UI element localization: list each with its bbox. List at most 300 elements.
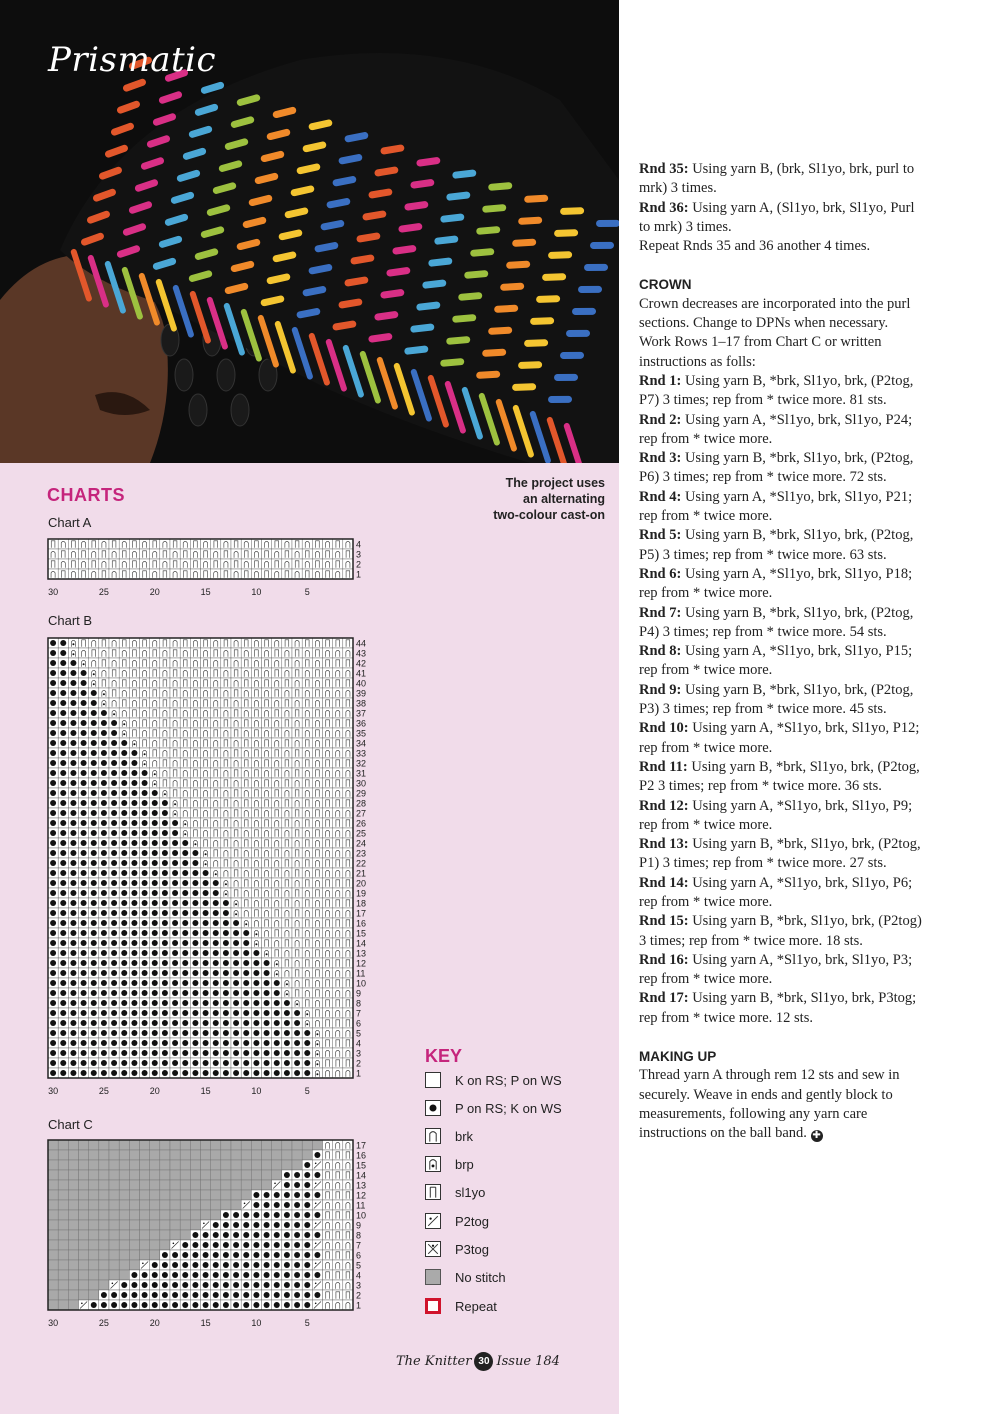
chart-cell-no-stitch bbox=[231, 1200, 241, 1210]
round-text: Using yarn B, *brk, Sl1yo, brk, (P2tog, P3) 3 times; rep from * twice more. 45 sts. bbox=[639, 681, 914, 718]
purl-dot bbox=[243, 1302, 249, 1308]
chart-cell-brk bbox=[343, 1008, 353, 1018]
chart-cell-brk bbox=[170, 778, 180, 788]
chart-cell-brk bbox=[160, 768, 170, 778]
purl-dot bbox=[284, 1252, 290, 1258]
purl-dot bbox=[121, 990, 127, 996]
round-instruction bbox=[639, 449, 929, 488]
purl-dot bbox=[111, 1020, 117, 1026]
purl-dot bbox=[162, 830, 168, 836]
purl-dot bbox=[131, 790, 137, 796]
purl-dot bbox=[111, 810, 117, 816]
chart-cell-no-stitch bbox=[201, 1150, 211, 1160]
chart-cell-no-stitch bbox=[170, 1140, 180, 1150]
purl-dot bbox=[213, 1010, 219, 1016]
chart-cell-brp bbox=[180, 818, 190, 828]
purl-dot bbox=[50, 650, 56, 656]
purl-dot bbox=[70, 860, 76, 866]
chart-cell-brk bbox=[140, 688, 150, 698]
chart-cell-brk bbox=[333, 968, 343, 978]
purl-dot bbox=[182, 1070, 188, 1076]
purl-dot bbox=[182, 1040, 188, 1046]
row-number-label: 6 bbox=[356, 1250, 362, 1261]
chart-cell-brk bbox=[343, 728, 353, 738]
purl-dot bbox=[192, 880, 198, 886]
chart-cell-brp bbox=[99, 688, 109, 698]
chart-cell-brk bbox=[333, 569, 343, 579]
purl-dot bbox=[213, 900, 219, 906]
chart-cell-brp bbox=[150, 778, 160, 788]
chart-cell-no-stitch bbox=[48, 1290, 58, 1300]
purl-dot bbox=[152, 900, 158, 906]
chart-cell-brk bbox=[140, 648, 150, 658]
purl-dot bbox=[121, 820, 127, 826]
purl-dot bbox=[91, 740, 97, 746]
purl-dot bbox=[142, 920, 148, 926]
purl-dot bbox=[60, 670, 66, 676]
chart-cell-no-stitch bbox=[109, 1200, 119, 1210]
chart-cell-no-stitch bbox=[89, 1240, 99, 1250]
purl-dot bbox=[60, 850, 66, 856]
brp-dot bbox=[296, 1003, 298, 1005]
yarn-stripe bbox=[476, 371, 500, 379]
chart-cell-brk bbox=[150, 738, 160, 748]
purl-dot bbox=[50, 910, 56, 916]
chart-cell-brk bbox=[68, 549, 78, 559]
chart-cell-no-stitch bbox=[241, 1150, 251, 1160]
purl-dot bbox=[142, 1030, 148, 1036]
chart-cell-brk bbox=[323, 1008, 333, 1018]
purl-dot bbox=[203, 1020, 209, 1026]
purl-dot bbox=[314, 1192, 320, 1198]
chart-cell-brk bbox=[272, 838, 282, 848]
purl-dot bbox=[81, 760, 87, 766]
purl-dot bbox=[60, 890, 66, 896]
yarn-stripe bbox=[524, 339, 548, 347]
chart-cell-no-stitch bbox=[68, 1290, 78, 1300]
purl-dot bbox=[91, 710, 97, 716]
row-number-label: 7 bbox=[356, 1008, 362, 1019]
key-item-purl bbox=[425, 1098, 562, 1118]
chart-cell-no-stitch bbox=[129, 1200, 139, 1210]
purl-dot bbox=[70, 710, 76, 716]
purl-dot bbox=[60, 870, 66, 876]
purl-dot bbox=[81, 1070, 87, 1076]
chart-cell-brk bbox=[129, 638, 139, 648]
chart-cell-brk bbox=[231, 638, 241, 648]
chart-cell-no-stitch bbox=[251, 1160, 261, 1170]
purl-dot bbox=[101, 1070, 107, 1076]
chart-cell-brk bbox=[292, 818, 302, 828]
purl-dot bbox=[142, 870, 148, 876]
yarn-stripe bbox=[596, 220, 619, 227]
chart-cell-brk bbox=[221, 728, 231, 738]
chart-cell-brk bbox=[333, 1068, 343, 1078]
purl-dot bbox=[50, 660, 56, 666]
purl-dot bbox=[50, 960, 56, 966]
purl-dot bbox=[152, 910, 158, 916]
chart-cell-brk bbox=[221, 668, 231, 678]
purl-dot bbox=[70, 660, 76, 666]
purl-dot bbox=[243, 1050, 249, 1056]
chart-cell-brk bbox=[323, 968, 333, 978]
purl-dot bbox=[223, 1060, 229, 1066]
row-number-label: 2 bbox=[356, 1058, 362, 1069]
purl-dot bbox=[121, 880, 127, 886]
chart-cell-no-stitch bbox=[180, 1160, 190, 1170]
chart-cell-no-stitch bbox=[282, 1150, 292, 1160]
purl-dot bbox=[101, 710, 107, 716]
row-number-label: 18 bbox=[356, 898, 367, 909]
chart-cell-brk bbox=[89, 569, 99, 579]
yarn-stripe bbox=[560, 352, 584, 359]
chart-cell-no-stitch bbox=[282, 1160, 292, 1170]
chart-cell-no-stitch bbox=[79, 1210, 89, 1220]
purl-dot bbox=[253, 1302, 259, 1308]
purl-dot bbox=[213, 1060, 219, 1066]
chart-cell-brk bbox=[282, 908, 292, 918]
purl-dot bbox=[81, 860, 87, 866]
purl-dot bbox=[304, 1162, 310, 1168]
crown-rounds bbox=[639, 372, 929, 1028]
purl-dot bbox=[203, 1262, 209, 1268]
round-text: Using yarn B, *brk, Sl1yo, brk, (P2tog, P5) 3 times; rep from * twice more. 63 sts. bbox=[639, 527, 914, 563]
chart-cell-no-stitch bbox=[58, 1180, 68, 1190]
yarn-stripe bbox=[512, 383, 536, 391]
purl-dot bbox=[101, 1050, 107, 1056]
purl-dot bbox=[70, 850, 76, 856]
chart-cell-brk bbox=[140, 539, 150, 549]
column-number-label: 20 bbox=[149, 1318, 160, 1328]
purl-dot bbox=[131, 760, 137, 766]
chart-cell-no-stitch bbox=[79, 1190, 89, 1200]
purl-dot bbox=[101, 1060, 107, 1066]
chart-cell-no-stitch bbox=[160, 1180, 170, 1190]
purl-dot bbox=[264, 1242, 270, 1248]
chart-cell-no-stitch bbox=[221, 1140, 231, 1150]
purl-dot bbox=[172, 1070, 178, 1076]
purl-dot bbox=[264, 1060, 270, 1066]
brp-dot bbox=[276, 963, 278, 965]
purl-dot bbox=[50, 950, 56, 956]
purl-dot bbox=[91, 940, 97, 946]
purl-dot bbox=[70, 870, 76, 876]
chart-cell-no-stitch bbox=[221, 1200, 231, 1210]
purl-dot bbox=[121, 810, 127, 816]
purl-dot bbox=[142, 850, 148, 856]
chart-cell-brk bbox=[343, 1160, 353, 1170]
purl-dot bbox=[121, 1040, 127, 1046]
cast-on-note-line: The project uses bbox=[505, 476, 605, 490]
purl-dot bbox=[162, 1302, 168, 1308]
chart-cell-brk bbox=[282, 688, 292, 698]
brp-dot bbox=[215, 873, 217, 875]
purl-dot bbox=[182, 1020, 188, 1026]
purl-dot bbox=[91, 870, 97, 876]
column-number-label: 5 bbox=[304, 1086, 310, 1096]
row-number-label: 39 bbox=[356, 688, 367, 699]
chart-cell-brk bbox=[292, 569, 302, 579]
purl-dot bbox=[162, 850, 168, 856]
chart-cell-brk bbox=[333, 1220, 343, 1230]
purl-dot bbox=[50, 740, 56, 746]
chart-cell-brk bbox=[241, 559, 251, 569]
key-item-label: No stitch bbox=[455, 1269, 506, 1285]
purl-dot bbox=[192, 890, 198, 896]
purl-dot bbox=[172, 830, 178, 836]
purl-dot bbox=[304, 1050, 310, 1056]
row-number-label: 20 bbox=[356, 878, 367, 889]
purl-dot bbox=[81, 840, 87, 846]
purl-dot bbox=[213, 910, 219, 916]
purl-dot bbox=[172, 840, 178, 846]
purl-dot bbox=[142, 830, 148, 836]
chart-cell-brk bbox=[312, 698, 322, 708]
purl-dot bbox=[142, 970, 148, 976]
purl-dot bbox=[111, 930, 117, 936]
chart-cell-no-stitch bbox=[140, 1140, 150, 1150]
purl-dot bbox=[172, 1292, 178, 1298]
purl-dot bbox=[111, 1030, 117, 1036]
brp-dot bbox=[205, 863, 207, 865]
chart-cell-no-stitch bbox=[160, 1170, 170, 1180]
chart-cell-no-stitch bbox=[89, 1230, 99, 1240]
purl-dot bbox=[314, 1292, 320, 1298]
purl-dot bbox=[213, 930, 219, 936]
chart-cell-brp bbox=[109, 708, 119, 718]
purl-dot bbox=[172, 1030, 178, 1036]
purl-dot bbox=[162, 1020, 168, 1026]
chart-cell-no-stitch bbox=[251, 1170, 261, 1180]
purl-dot bbox=[142, 1050, 148, 1056]
purl-dot bbox=[91, 930, 97, 936]
chart-cell-no-stitch bbox=[119, 1230, 129, 1240]
chart-cell-brk bbox=[323, 1180, 333, 1190]
purl-dot bbox=[243, 1040, 249, 1046]
purl-dot bbox=[111, 790, 117, 796]
chart-cell-brk bbox=[190, 569, 200, 579]
row-number-label: 8 bbox=[356, 1230, 362, 1241]
purl-dot bbox=[131, 780, 137, 786]
chart-cell-brk bbox=[343, 968, 353, 978]
purl-dot bbox=[142, 930, 148, 936]
chart-cell-brk bbox=[333, 1140, 343, 1150]
purl-dot bbox=[131, 820, 137, 826]
purl-dot bbox=[111, 860, 117, 866]
chart-cell-no-stitch bbox=[58, 1210, 68, 1220]
row-number-label: 16 bbox=[356, 918, 367, 929]
chart-cell-brk bbox=[119, 708, 129, 718]
chart-cell-brk bbox=[312, 858, 322, 868]
chart-cell-brk bbox=[211, 698, 221, 708]
chart-cell-no-stitch bbox=[282, 1140, 292, 1150]
chart-cell-brk bbox=[323, 539, 333, 549]
purl-dot bbox=[182, 1252, 188, 1258]
purl-dot bbox=[60, 810, 66, 816]
chart-cell-no-stitch bbox=[190, 1220, 200, 1230]
purl-dot bbox=[50, 920, 56, 926]
purl-dot bbox=[203, 960, 209, 966]
round-label: Rnd 5: bbox=[639, 527, 682, 544]
chart-cell-brp bbox=[89, 668, 99, 678]
purl-dot bbox=[182, 1050, 188, 1056]
purl-dot bbox=[60, 980, 66, 986]
magazine-name: The Knitter bbox=[396, 1354, 472, 1369]
chart-cell-brk bbox=[129, 678, 139, 688]
purl-dot bbox=[162, 1050, 168, 1056]
purl-dot bbox=[304, 1222, 310, 1228]
chart-cell-brk bbox=[211, 798, 221, 808]
row-number-label: 3 bbox=[356, 1280, 362, 1291]
purl-dot bbox=[111, 740, 117, 746]
round-instruction bbox=[639, 565, 929, 604]
chart-cell-brk bbox=[231, 878, 241, 888]
chart-cell-brk bbox=[221, 808, 231, 818]
purl-dot bbox=[182, 980, 188, 986]
purl-dot bbox=[111, 1010, 117, 1016]
purl-dot bbox=[162, 800, 168, 806]
purl-dot bbox=[131, 960, 137, 966]
round-text: Using yarn B, *brk, Sl1yo, brk, (P2tog, P4) 3 times; rep from * twice more. 54 sts. bbox=[639, 604, 914, 640]
purl-dot bbox=[233, 1212, 239, 1218]
chart-cell-brk bbox=[221, 708, 231, 718]
chart-cell-no-stitch bbox=[109, 1250, 119, 1260]
row-number-label: 19 bbox=[356, 888, 367, 899]
chart-cell-brp bbox=[221, 878, 231, 888]
purl-dot bbox=[50, 770, 56, 776]
column-number-label: 15 bbox=[200, 1318, 211, 1328]
chart-cell-brk bbox=[333, 668, 343, 678]
purl-dot bbox=[91, 780, 97, 786]
chart-cell-brk bbox=[231, 818, 241, 828]
chart-cell-brk bbox=[302, 808, 312, 818]
chart-cell-no-stitch bbox=[48, 1160, 58, 1170]
row-number-label: 9 bbox=[356, 988, 362, 999]
chart-cell-brk bbox=[231, 658, 241, 668]
purl-dot bbox=[253, 1282, 259, 1288]
round-label: Rnd 16: bbox=[639, 951, 689, 968]
chart-cell-no-stitch bbox=[251, 1150, 261, 1160]
round-text: Using yarn A, *Sl1yo, brk, Sl1yo, P24; rep from * twice more. bbox=[639, 411, 913, 447]
brp-dot bbox=[255, 933, 257, 935]
purl-dot bbox=[81, 910, 87, 916]
purl-dot bbox=[243, 960, 249, 966]
chart-cell-brk bbox=[323, 788, 333, 798]
chart-cell-brk bbox=[262, 728, 272, 738]
purl-dot bbox=[203, 980, 209, 986]
purl-dot bbox=[142, 880, 148, 886]
purl-dot bbox=[162, 970, 168, 976]
chart-cell-brk bbox=[201, 539, 211, 549]
purl-dot bbox=[131, 900, 137, 906]
purl-dot bbox=[264, 980, 270, 986]
p2tog-dot bbox=[173, 1243, 175, 1245]
purl-dot bbox=[152, 1262, 158, 1268]
purl-dot bbox=[121, 910, 127, 916]
chart-cell-no-stitch bbox=[48, 1230, 58, 1240]
purl-dot bbox=[60, 660, 66, 666]
purl-dot bbox=[264, 1020, 270, 1026]
purl-dot bbox=[111, 750, 117, 756]
chart-cell-brk bbox=[221, 868, 231, 878]
purl-dot bbox=[50, 710, 56, 716]
chart-cell-no-stitch bbox=[68, 1140, 78, 1150]
chart-cell-brk bbox=[292, 778, 302, 788]
purl-dot bbox=[60, 970, 66, 976]
chart-cell-brk bbox=[292, 858, 302, 868]
chart-cell-brk bbox=[282, 788, 292, 798]
chart-cell-no-stitch bbox=[221, 1190, 231, 1200]
purl-dot bbox=[253, 1202, 259, 1208]
chart-cell-no-stitch bbox=[272, 1170, 282, 1180]
purl-dot bbox=[253, 1252, 259, 1258]
chart-cell-no-stitch bbox=[129, 1210, 139, 1220]
purl-dot bbox=[121, 1000, 127, 1006]
chart-cell-brk bbox=[251, 918, 261, 928]
chart-cell-brk bbox=[201, 668, 211, 678]
purl-dot bbox=[152, 1060, 158, 1066]
chart-cell-brk bbox=[79, 539, 89, 549]
purl-dot bbox=[304, 1192, 310, 1198]
purl-dot bbox=[213, 980, 219, 986]
purl-dot bbox=[172, 860, 178, 866]
chart-cell-brk bbox=[109, 638, 119, 648]
chart-cell-no-stitch bbox=[129, 1170, 139, 1180]
round-text: Using yarn A, (Sl1yo, brk, Sl1yo, Purl to mrk) 3 times. bbox=[639, 199, 915, 235]
purl-dot bbox=[91, 810, 97, 816]
purl-dot bbox=[213, 1020, 219, 1026]
purl-dot bbox=[172, 1010, 178, 1016]
purl-dot bbox=[60, 1060, 66, 1066]
purl-dot bbox=[70, 1030, 76, 1036]
braid-segment bbox=[189, 394, 207, 426]
purl-dot bbox=[223, 920, 229, 926]
purl-dot bbox=[253, 950, 259, 956]
purl-dot bbox=[131, 1040, 137, 1046]
round-label: Rnd 36: bbox=[639, 199, 689, 216]
chart-cell-no-stitch bbox=[140, 1160, 150, 1170]
chart-cell-no-stitch bbox=[160, 1140, 170, 1150]
chart-cell-brk bbox=[272, 549, 282, 559]
chart-cell-no-stitch bbox=[68, 1220, 78, 1230]
purl-dot bbox=[142, 950, 148, 956]
purl-dot bbox=[182, 960, 188, 966]
chart-cell-brp bbox=[160, 788, 170, 798]
chart-cell-brk bbox=[180, 708, 190, 718]
purl-dot bbox=[50, 870, 56, 876]
chart-cell-brp bbox=[302, 1018, 312, 1028]
chart-cell-brk bbox=[231, 838, 241, 848]
chart-cell-brk bbox=[211, 658, 221, 668]
purl-dot bbox=[233, 1222, 239, 1228]
chart-cell-brk bbox=[190, 758, 200, 768]
p2tog-dot bbox=[112, 1283, 114, 1285]
chart-cell-no-stitch bbox=[99, 1170, 109, 1180]
row-number-label: 4 bbox=[356, 539, 362, 550]
chart-cell-no-stitch bbox=[119, 1270, 129, 1280]
purl-dot bbox=[111, 1292, 117, 1298]
chart-cell-no-stitch bbox=[170, 1170, 180, 1180]
chart-cell-brk bbox=[241, 688, 251, 698]
purl-dot bbox=[152, 870, 158, 876]
purl-dot bbox=[172, 1050, 178, 1056]
chart-cell-no-stitch bbox=[190, 1160, 200, 1170]
chart-cell-brk bbox=[333, 549, 343, 559]
chart-cell-no-stitch bbox=[241, 1140, 251, 1150]
purl-dot bbox=[253, 1000, 259, 1006]
purl-dot bbox=[60, 780, 66, 786]
chart-cell-no-stitch bbox=[211, 1150, 221, 1160]
